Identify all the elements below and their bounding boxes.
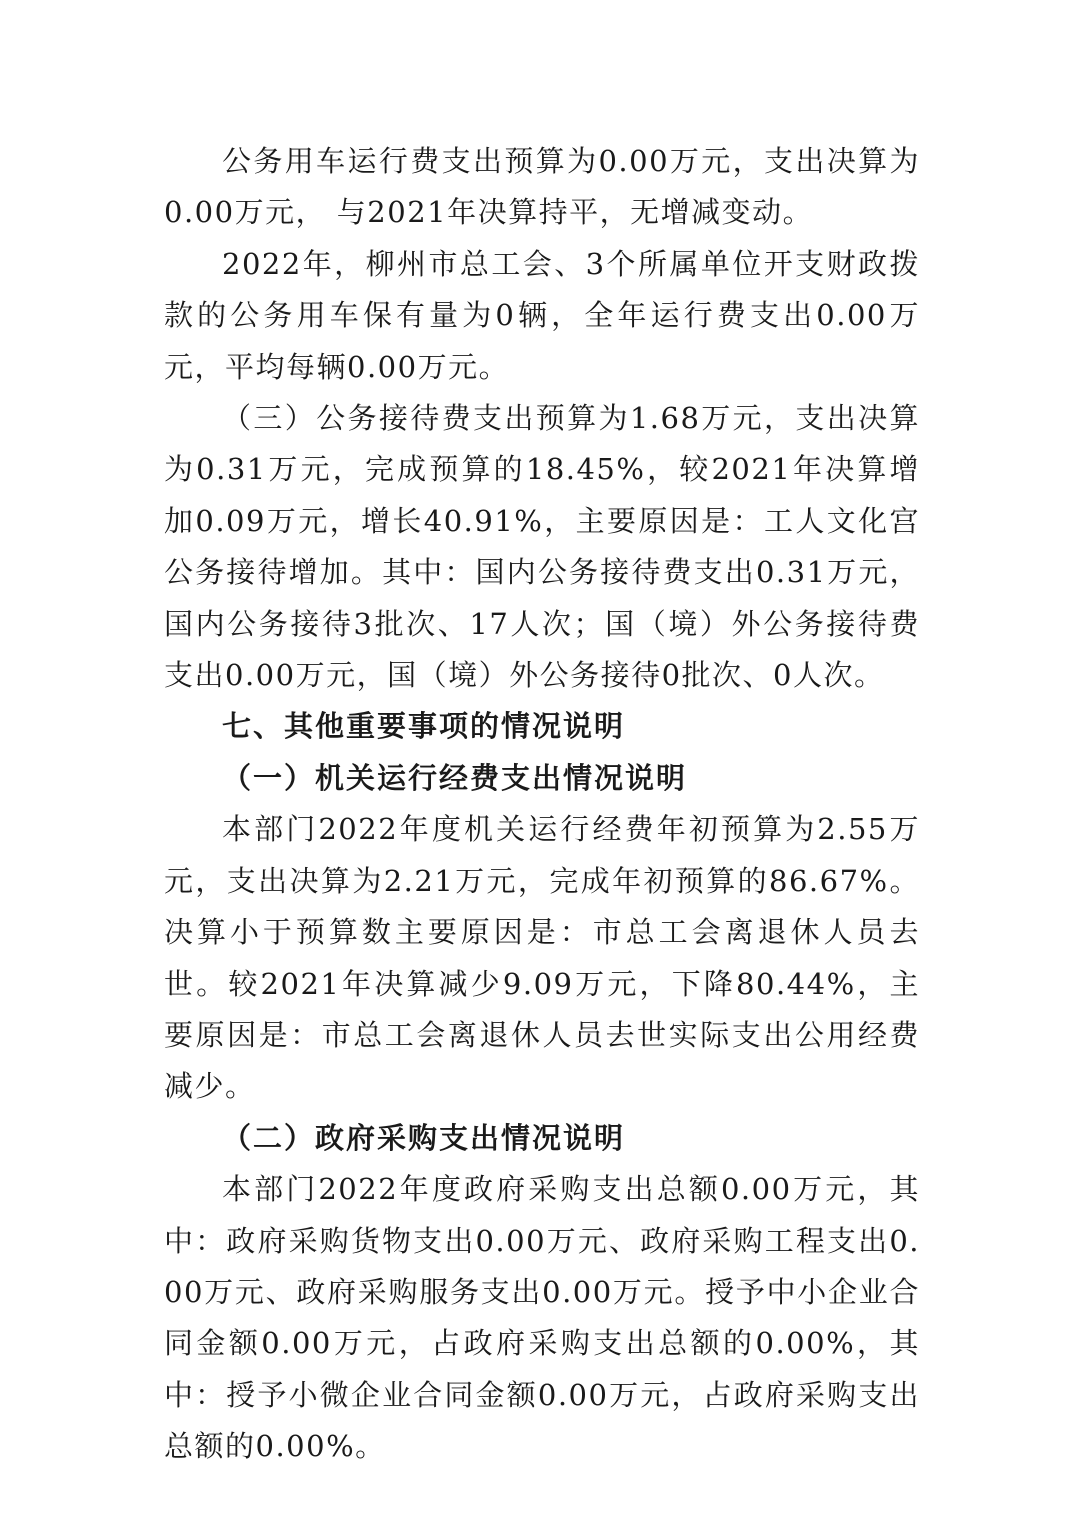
paragraph-reception-cost: （三）公务接待费支出预算为1.68万元，支出决算为0.31万元，完成预算的18.45%，较2021年决算增加0.09万元，增长40.91%，主要原因是：工人文化宫公务接待增加。其中：国内公务接待费支出0.31万元，国内公务接待3批次、17人次；国（境）外公务接待费支出0.00万元，国（境）外公务接待0批次、0人次。 (164, 401, 920, 693)
subheading-operating-expenses: （一）机关运行经费支出情况说明 (222, 760, 688, 795)
paragraph-government-procurement: 本部门2022年度政府采购支出总额0.00万元，其中：政府采购货物支出0.00万元、政府采购工程支出0.00万元、政府采购服务支出0.00万元。授予中小企业合同金额0.00万元，占政府采购支出总额的0.00%，其中：授予小微企业合同金额0.00万元，占政府采购支出总额的0.00%。 (164, 1172, 920, 1464)
subheading-government-procurement: （二）政府采购支出情况说明 (222, 1120, 626, 1155)
document-body (164, 136, 920, 1473)
paragraph-vehicle-count: 2022年，柳州市总工会、3个所属单位开支财政拨款的公务用车保有量为0辆，全年运行费支出0.00万元，平均每辆0.00万元。 (164, 246, 920, 384)
section-heading-other-matters: 七、其他重要事项的情况说明 (222, 709, 626, 744)
paragraph-operating-expenses: 本部门2022年度机关运行经费年初预算为2.55万元，支出决算为2.21万元，完成年初预算的86.67%。决算小于预算数主要原因是：市总工会离退休人员去世。较2021年决算减少9.09万元，下降80.44%，主要原因是：市总工会离退休人员去世实际支出公用经费减少。 (164, 812, 920, 1104)
paragraph-vehicle-operating-cost: 公务用车运行费支出预算为0.00万元，支出决算为0.00万元， 与2021年决算持平，无增减变动。 (164, 144, 920, 230)
